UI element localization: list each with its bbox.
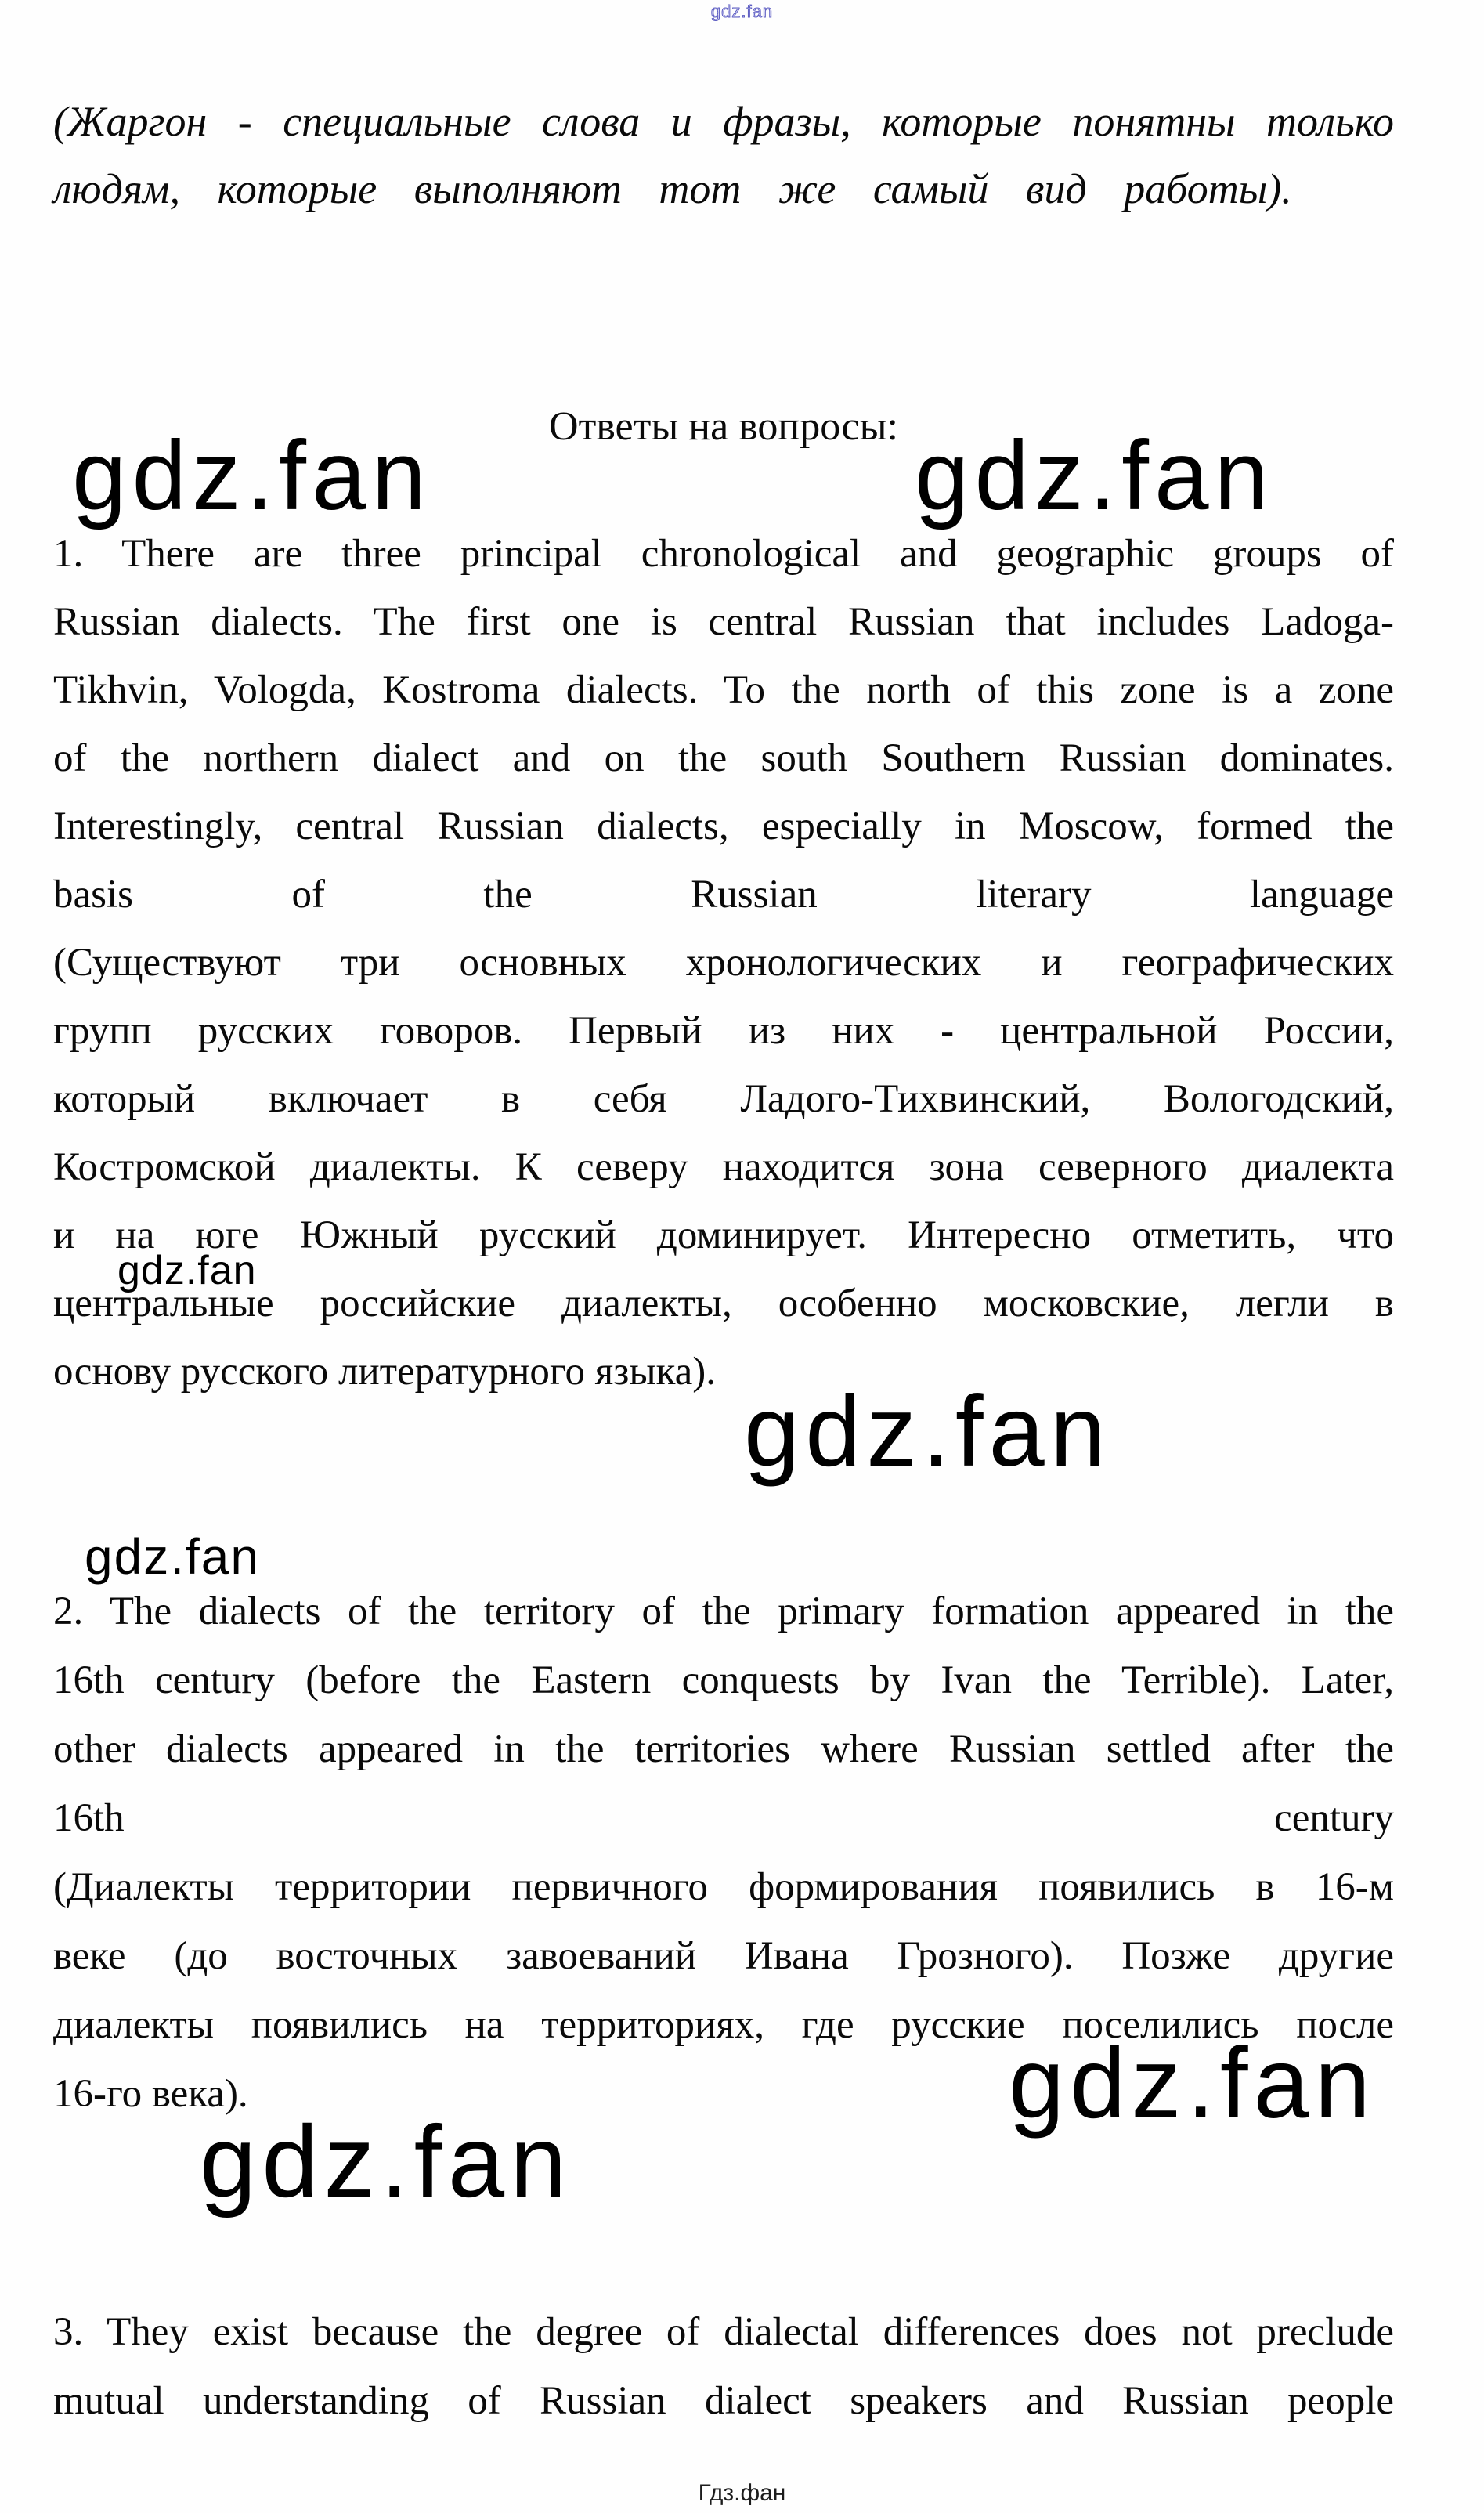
text-line: центральные российские диалекты, особенно московские, легли в	[53, 1282, 1394, 1325]
text-line: other dialects appeared in the territories where Russian settled after the	[53, 1727, 1394, 1771]
text-line: и на юге Южный русский доминирует. Интересно отметить, что	[53, 1213, 1394, 1257]
watermark-small-1: gdz.fan	[117, 1248, 257, 1293]
watermark-top-blue: gdz.fan	[710, 2, 774, 21]
text-line: Костромской диалекты. К северу находится зона северного диалекта	[53, 1145, 1394, 1189]
text-line: 1. There are three principal chronological and geographic groups of	[53, 532, 1394, 576]
text-line: диалекты появились на территориях, где русские поселились после	[53, 2003, 1394, 2047]
text-line: basis of the Russian literary language	[53, 873, 1394, 917]
watermark-large-left-bottom: gdz.fan	[200, 2104, 572, 2218]
text-line: 3. They exist because the degree of dialectal differences does not preclude	[53, 2310, 1394, 2354]
watermark-large-left-top: gdz.fan	[72, 421, 432, 530]
watermark-large-center: gdz.fan	[744, 1376, 1111, 1488]
watermark-large-right-top: gdz.fan	[915, 421, 1275, 530]
watermark-large-right-bottom: gdz.fan	[1009, 2027, 1376, 2139]
text-line: 16-го века).	[53, 2072, 248, 2116]
text-line: mutual understanding of Russian dialect speakers and Russian people	[53, 2379, 1394, 2423]
text-line: (Диалекты территории первичного формирования появились в 16-м	[53, 1865, 1394, 1909]
text-line: (Существуют три основных хронологических и географических	[53, 941, 1394, 985]
text-line: 16th century (before the Eastern conquests by Ivan the Terrible). Later,	[53, 1658, 1394, 1702]
text-line: Russian dialects. The first one is central Russian that includes Ladoga-	[53, 600, 1394, 644]
text-line: Tikhvin, Vologda, Kostroma dialects. To the north of this zone is a zone	[53, 668, 1394, 712]
watermark-small-2: gdz.fan	[85, 1528, 260, 1585]
text-line: Interestingly, central Russian dialects, especially in Moscow, formed the	[53, 805, 1394, 848]
text-line: групп русских говоров. Первый из них - центральной России,	[53, 1009, 1394, 1053]
text-line: основу русского литературного языка).	[53, 1350, 717, 1394]
text-line: 2. The dialects of the territory of the primary formation appeared in the	[53, 1589, 1394, 1633]
answers-heading: Ответы на вопросы:	[549, 404, 898, 449]
site-footer-label: Гдз.фан	[698, 2480, 786, 2506]
text-line: который включает в себя Ладого-Тихвинский, Вологодский,	[53, 1077, 1394, 1121]
text-line: (Жаргон - специальные слова и фразы, которые понятны только	[53, 98, 1394, 145]
text-line: 16th century	[53, 1796, 1394, 1840]
text-line: веке (до восточных завоеваний Ивана Грозного). Позже другие	[53, 1934, 1394, 1978]
text-line: of the northern dialect and on the south Southern Russian dominates.	[53, 736, 1394, 780]
jargon-definition-paragraph	[53, 88, 1394, 222]
text-line: людям, которые выполняют тот же самый вид работы).	[53, 165, 1292, 212]
answer-paragraph-3	[53, 2298, 1394, 2435]
